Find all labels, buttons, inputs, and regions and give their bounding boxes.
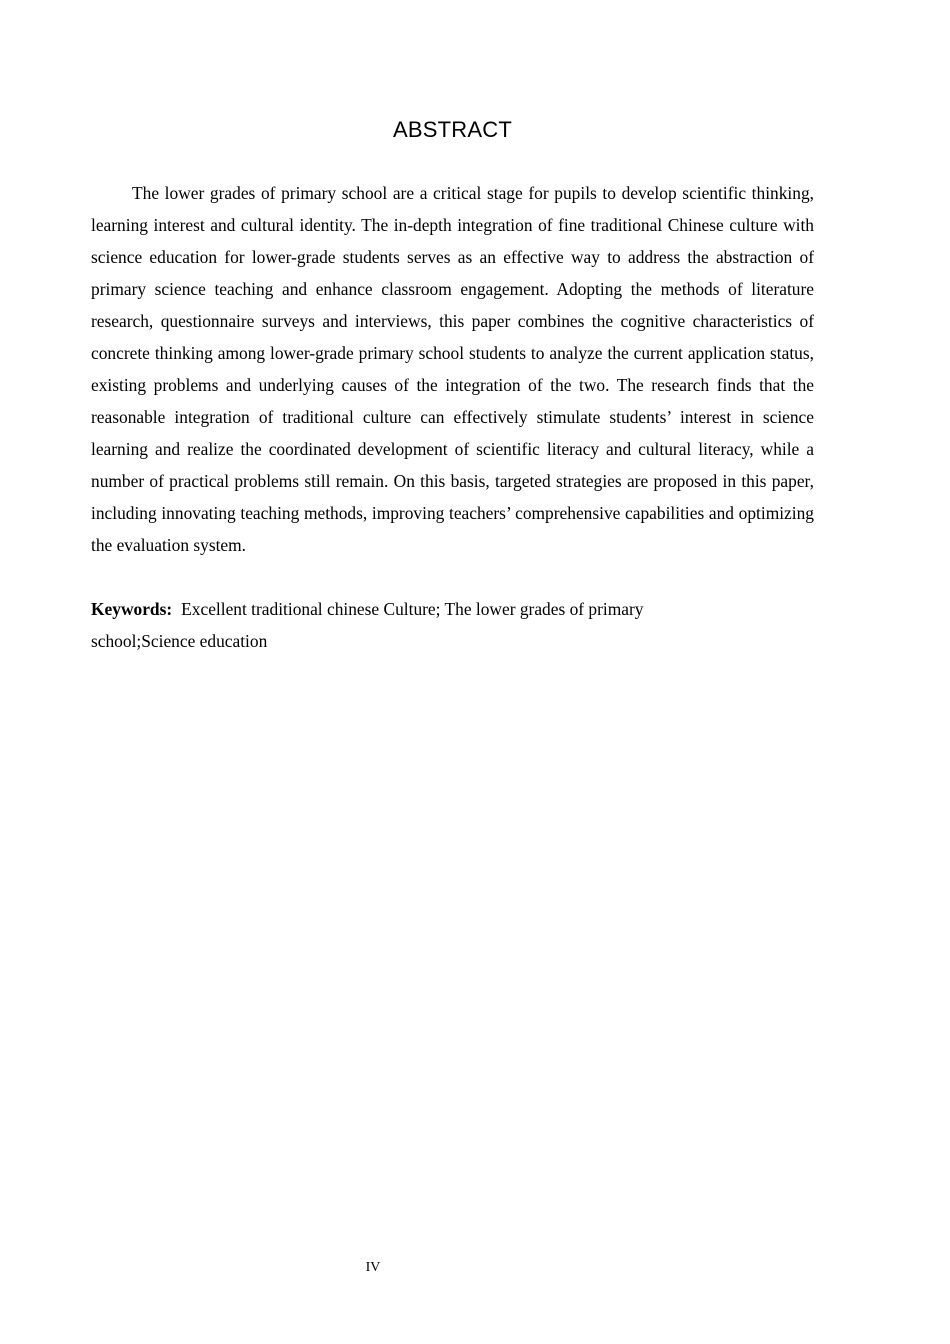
keywords-label: Keywords: xyxy=(91,599,173,619)
keywords-text: Excellent traditional chinese Culture; The lower grades of primary school;Science education xyxy=(91,599,644,651)
keywords-paragraph xyxy=(91,593,731,657)
abstract-body: The lower grades of primary school are a critical stage for pupils to develop scientific thinking, learning interest and cultural identity. The in-depth integration of fine traditional Chinese culture with science education for lower-grade students serves as an effective way to address the abstraction of primary science teaching and enhance classroom engagement. Adopting the methods of literature research, questionnaire surveys and interviews, this paper combines the cognitive characteristics of concrete thinking among lower-grade primary school students to analyze the current application status, existing problems and underlying causes of the integration of the two. The research finds that the reasonable integration of traditional culture can effectively stimulate students’ interest in science learning and realize the coordinated development of scientific literacy and cultural literacy, while a number of practical problems still remain. On this basis, targeted strategies are proposed in this paper, including innovating teaching methods, improving teachers’ comprehensive capabilities and optimizing the evaluation system. xyxy=(91,183,814,555)
abstract-title: ABSTRACT xyxy=(393,117,512,142)
page-number: IV xyxy=(365,1260,381,1275)
